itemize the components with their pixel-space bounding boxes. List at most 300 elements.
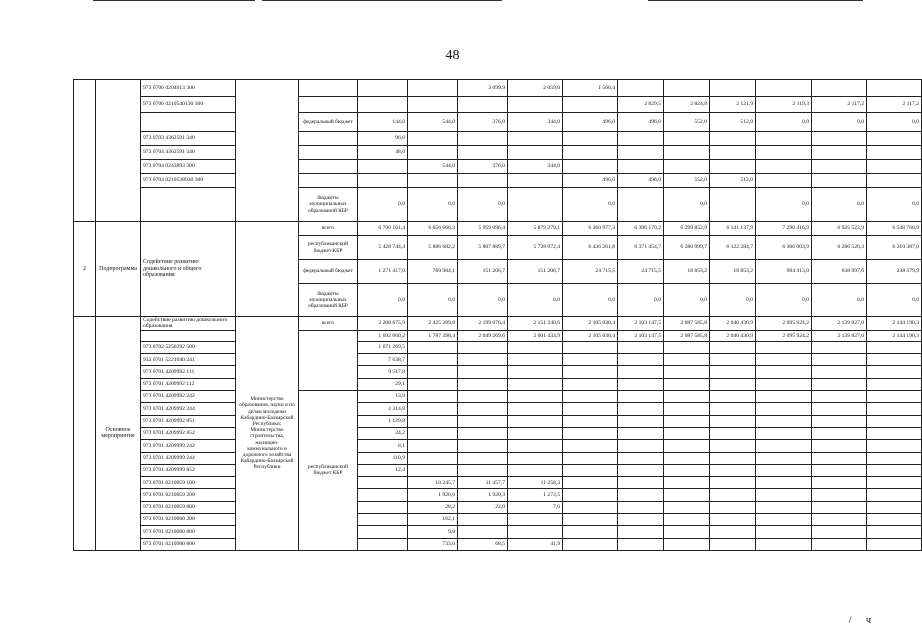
value-cell	[358, 538, 408, 550]
value-cell	[812, 341, 867, 353]
value-cell: 733,6	[408, 538, 458, 550]
value-cell	[867, 501, 922, 513]
value-cell	[618, 160, 664, 174]
value-cell: 0,0	[508, 284, 563, 317]
value-cell	[408, 341, 458, 353]
value-cell	[867, 477, 922, 489]
table-row	[74, 160, 922, 174]
value-cell: 6 310 387,0	[867, 236, 922, 260]
value-cell: 2 040 430,9	[710, 317, 756, 331]
value-cell	[710, 464, 756, 476]
value-cell	[508, 403, 563, 415]
value-cell	[664, 391, 710, 403]
value-cell	[408, 174, 458, 188]
value-cell	[812, 464, 867, 476]
value-cell	[408, 427, 458, 439]
value-cell	[710, 391, 756, 403]
value-cell: 6 306 003,9	[756, 236, 812, 260]
value-cell	[812, 501, 867, 513]
value-cell: 496,0	[618, 174, 664, 188]
value-cell	[867, 452, 922, 464]
main-event-kind: Основное мероприятие	[96, 317, 141, 551]
value-cell: 2 117,2	[867, 96, 922, 113]
main-event-row	[74, 330, 922, 341]
budget-code: 973 0701 0210059 100	[141, 477, 236, 489]
funding-source-empty	[299, 174, 358, 188]
value-cell	[508, 96, 563, 113]
value-cell	[508, 427, 563, 439]
value-cell: 0,0	[812, 284, 867, 317]
value-cell	[812, 452, 867, 464]
value-cell	[867, 146, 922, 160]
value-cell	[710, 440, 756, 452]
value-cell	[812, 378, 867, 390]
value-cell	[408, 146, 458, 160]
value-cell	[710, 403, 756, 415]
value-cell: 1 560,4	[563, 80, 618, 97]
budget-table	[73, 79, 922, 551]
value-cell	[618, 489, 664, 501]
value-cell	[710, 526, 756, 538]
value-cell: 496,0	[563, 174, 618, 188]
value-cell: 496,0	[563, 113, 618, 132]
value-cell: 1 787 398,4	[408, 330, 458, 341]
value-cell	[563, 427, 618, 439]
value-cell	[867, 538, 922, 550]
value-cell: 6 548 766,9	[867, 222, 922, 236]
value-cell	[458, 132, 508, 146]
value-cell: 6 700 161,4	[358, 222, 408, 236]
value-cell	[756, 366, 812, 378]
value-cell	[563, 526, 618, 538]
value-cell	[812, 391, 867, 403]
value-cell	[867, 132, 922, 146]
table-row	[74, 188, 922, 222]
value-cell: 29,1	[358, 378, 408, 390]
value-cell	[756, 501, 812, 513]
value-cell	[408, 378, 458, 390]
value-cell: 2 119,3	[756, 96, 812, 113]
value-cell	[618, 132, 664, 146]
value-cell: 1 129,8	[358, 415, 408, 427]
value-cell	[812, 514, 867, 526]
value-cell: 2 139 827,0	[812, 317, 867, 331]
value-cell: 0,0	[408, 284, 458, 317]
value-cell	[508, 391, 563, 403]
value-cell	[618, 538, 664, 550]
top-border-line-left	[93, 0, 255, 1]
table-row	[74, 113, 922, 132]
value-cell	[812, 403, 867, 415]
table-row	[74, 146, 922, 160]
value-cell: 6 286 526,3	[812, 236, 867, 260]
value-cell	[508, 366, 563, 378]
value-cell	[458, 452, 508, 464]
subprogram-kind: Подпрограмма	[96, 222, 141, 317]
value-cell: 0,0	[563, 188, 618, 222]
value-cell: 2 087 585,8	[664, 330, 710, 341]
budget-code: 973 0701 4209999 242	[141, 440, 236, 452]
value-cell	[458, 146, 508, 160]
value-cell	[867, 341, 922, 353]
value-cell: 110,9	[358, 452, 408, 464]
main-event-row	[74, 514, 922, 526]
value-cell	[508, 440, 563, 452]
value-cell	[508, 354, 563, 366]
value-cell	[618, 440, 664, 452]
value-cell	[618, 378, 664, 390]
value-cell: 2 087 585,8	[664, 317, 710, 331]
value-cell: 22,0	[458, 501, 508, 513]
value-cell	[408, 96, 458, 113]
value-cell	[664, 415, 710, 427]
main-event-row	[74, 415, 922, 427]
value-cell	[508, 526, 563, 538]
value-cell	[408, 80, 458, 97]
value-cell	[618, 403, 664, 415]
value-cell	[756, 440, 812, 452]
budget-code	[141, 188, 236, 222]
value-cell	[618, 452, 664, 464]
funding-source: бюджеты муниципальных образований КБР	[299, 188, 358, 222]
value-cell	[756, 514, 812, 526]
value-cell	[408, 403, 458, 415]
value-cell: 512,0	[710, 174, 756, 188]
value-cell: 344,0	[508, 113, 563, 132]
main-event-row	[74, 391, 922, 403]
value-cell	[508, 452, 563, 464]
value-cell	[358, 174, 408, 188]
value-cell: 512,0	[710, 113, 756, 132]
value-cell	[867, 489, 922, 501]
value-cell: 162,1	[408, 514, 458, 526]
value-cell	[664, 501, 710, 513]
value-cell: 2 095 924,2	[756, 330, 812, 341]
budget-code: 973 0701 0210060 800	[141, 526, 236, 538]
budget-code: 973 0704 4362591 340	[141, 146, 236, 160]
value-cell	[756, 378, 812, 390]
value-cell: 41,9	[508, 538, 563, 550]
value-cell	[664, 132, 710, 146]
value-cell	[563, 489, 618, 501]
funding-source: федеральный бюджет	[299, 113, 358, 132]
value-cell	[618, 354, 664, 366]
value-cell	[756, 341, 812, 353]
value-cell: 151 206,7	[458, 260, 508, 284]
value-cell	[664, 514, 710, 526]
budget-code: 973 0702 5250292 500	[141, 341, 236, 353]
main-event-row	[74, 403, 922, 415]
value-cell	[710, 160, 756, 174]
value-cell: 544,0	[408, 160, 458, 174]
page-number: 48	[445, 48, 460, 63]
value-cell: 2 199 076,4	[458, 317, 508, 331]
value-cell	[618, 391, 664, 403]
value-cell: 6 122 284,7	[710, 236, 756, 260]
value-cell	[458, 514, 508, 526]
value-cell	[664, 452, 710, 464]
value-cell: 0,0	[756, 113, 812, 132]
value-cell	[867, 160, 922, 174]
value-cell	[664, 366, 710, 378]
value-cell	[756, 132, 812, 146]
table-row	[74, 132, 922, 146]
value-cell: 1 273,5	[508, 489, 563, 501]
value-cell	[618, 366, 664, 378]
funding-source-empty	[299, 96, 358, 113]
main-event-row	[74, 538, 922, 550]
value-cell: 68,5	[458, 538, 508, 550]
value-cell	[358, 160, 408, 174]
value-cell: 0,0	[812, 113, 867, 132]
value-cell	[408, 464, 458, 476]
value-cell	[867, 378, 922, 390]
value-cell	[618, 80, 664, 97]
budget-code: 973 0704 0243893 300	[141, 160, 236, 174]
value-cell: 18 853,2	[710, 260, 756, 284]
value-cell: 5 807 889,7	[458, 236, 508, 260]
value-cell: 2 117,2	[812, 96, 867, 113]
value-cell	[710, 489, 756, 501]
value-cell: 24 715,5	[618, 260, 664, 284]
value-cell: 9 517,8	[358, 366, 408, 378]
value-cell	[458, 427, 508, 439]
value-cell: 2 425 289,8	[408, 317, 458, 331]
value-cell	[756, 538, 812, 550]
value-cell	[812, 526, 867, 538]
value-cell: 0,0	[756, 284, 812, 317]
value-cell: 2 314,8	[358, 403, 408, 415]
cell-number	[74, 80, 96, 222]
funding-source-empty	[299, 330, 358, 390]
value-cell	[563, 132, 618, 146]
value-cell	[710, 378, 756, 390]
value-cell	[756, 354, 812, 366]
value-cell: 2 059,0	[508, 80, 563, 97]
value-cell	[508, 514, 563, 526]
value-cell: 5 728 072,4	[508, 236, 563, 260]
value-cell	[618, 427, 664, 439]
value-cell: 552,0	[664, 174, 710, 188]
value-cell	[756, 489, 812, 501]
value-cell: 496,0	[618, 113, 664, 132]
value-cell	[664, 80, 710, 97]
value-cell	[812, 132, 867, 146]
value-cell	[563, 440, 618, 452]
value-cell	[563, 354, 618, 366]
value-cell	[358, 514, 408, 526]
value-cell	[408, 132, 458, 146]
budget-code: 973 0701 0210059 200	[141, 489, 236, 501]
value-cell	[756, 427, 812, 439]
value-cell	[563, 477, 618, 489]
value-cell: 8,1	[358, 440, 408, 452]
value-cell	[812, 160, 867, 174]
funding-source: республиканский бюджет КБР	[299, 236, 358, 260]
value-cell: 6 925 523,9	[812, 222, 867, 236]
value-cell	[563, 96, 618, 113]
value-cell	[618, 514, 664, 526]
value-cell: 0,0	[664, 188, 710, 222]
value-cell	[408, 452, 458, 464]
value-cell	[756, 160, 812, 174]
value-cell	[563, 378, 618, 390]
value-cell	[710, 188, 756, 222]
value-cell	[710, 354, 756, 366]
value-cell	[618, 341, 664, 353]
value-cell	[358, 526, 408, 538]
value-cell: 2 001 433,9	[508, 330, 563, 341]
value-cell: 2 121,9	[710, 96, 756, 113]
value-cell	[812, 440, 867, 452]
value-cell: 0,0	[358, 188, 408, 222]
value-cell	[358, 489, 408, 501]
value-cell	[756, 452, 812, 464]
value-cell: 0,0	[358, 284, 408, 317]
value-cell	[408, 366, 458, 378]
value-cell: 2 144 190,3	[867, 317, 922, 331]
value-cell	[756, 464, 812, 476]
main-event-row	[74, 427, 922, 439]
value-cell: 13,9	[358, 391, 408, 403]
value-cell: 0,0	[664, 284, 710, 317]
value-cell: 9,8	[408, 526, 458, 538]
funding-source: федеральный бюджет	[299, 260, 358, 284]
main-event-total-row	[74, 317, 922, 331]
value-cell	[710, 146, 756, 160]
value-cell: 0,0	[867, 284, 922, 317]
value-cell: 1 920,6	[408, 489, 458, 501]
value-cell	[563, 464, 618, 476]
value-cell	[710, 415, 756, 427]
value-cell	[508, 415, 563, 427]
value-cell	[867, 354, 922, 366]
value-cell	[710, 501, 756, 513]
value-cell: 0,0	[408, 188, 458, 222]
value-cell	[408, 354, 458, 366]
value-cell: 11 457,7	[458, 477, 508, 489]
main-event-row	[74, 464, 922, 476]
value-cell	[618, 464, 664, 476]
value-cell: 6 280 999,7	[664, 236, 710, 260]
value-cell	[756, 477, 812, 489]
value-cell	[563, 391, 618, 403]
budget-code: 973 0701 4209992 112	[141, 378, 236, 390]
table-row	[74, 80, 922, 97]
value-cell: 1 920,3	[458, 489, 508, 501]
value-cell	[563, 538, 618, 550]
budget-code	[141, 330, 236, 341]
funding-source: бюджеты муниципальных образований КБР	[299, 284, 358, 317]
main-event-row	[74, 341, 922, 353]
value-cell	[812, 174, 867, 188]
main-event-row	[74, 501, 922, 513]
value-cell	[812, 538, 867, 550]
value-cell	[458, 391, 508, 403]
budget-code: 932 0701 5221040 241	[141, 354, 236, 366]
value-cell: 544,0	[408, 113, 458, 132]
value-cell: 984 413,0	[756, 260, 812, 284]
value-cell	[812, 489, 867, 501]
value-cell	[563, 160, 618, 174]
value-cell	[867, 80, 922, 97]
main-event-row	[74, 366, 922, 378]
value-cell: 638 997,6	[812, 260, 867, 284]
value-cell	[563, 341, 618, 353]
value-cell	[508, 188, 563, 222]
budget-table-container	[73, 79, 919, 580]
value-cell	[664, 427, 710, 439]
value-cell: 0,0	[756, 188, 812, 222]
funding-source: всего	[299, 317, 358, 331]
value-cell	[458, 464, 508, 476]
value-cell	[664, 403, 710, 415]
value-cell: 5 886 682,2	[408, 236, 458, 260]
budget-code: 973 0704 0210538930 300	[141, 174, 236, 188]
value-cell	[867, 174, 922, 188]
top-border-line-mid	[262, 0, 502, 1]
value-cell: 2 049 269,6	[458, 330, 508, 341]
value-cell	[458, 440, 508, 452]
value-cell	[508, 341, 563, 353]
value-cell	[358, 96, 408, 113]
top-border-line-right	[648, 0, 863, 1]
value-cell	[756, 415, 812, 427]
value-cell	[458, 415, 508, 427]
value-cell: 2 829,5	[618, 96, 664, 113]
value-cell: 7 290 416,9	[756, 222, 812, 236]
value-cell	[358, 80, 408, 97]
value-cell	[664, 477, 710, 489]
value-cell: 5 428 744,4	[358, 236, 408, 260]
value-cell	[710, 514, 756, 526]
funding-source-empty	[299, 80, 358, 97]
value-cell	[812, 427, 867, 439]
main-event-row	[74, 354, 922, 366]
value-cell: 769 984,1	[408, 260, 458, 284]
budget-code: 973 0706 0210540130 300	[141, 96, 236, 113]
value-cell	[664, 526, 710, 538]
value-cell: 6 141 137,9	[710, 222, 756, 236]
value-cell	[563, 403, 618, 415]
value-cell	[710, 538, 756, 550]
value-cell: 3 699,9	[458, 80, 508, 97]
value-cell: 11 258,3	[508, 477, 563, 489]
budget-code: 973 0701 0210060 200	[141, 514, 236, 526]
budget-table-body	[74, 80, 922, 551]
budget-code: 973 0701 0210059 800	[141, 501, 236, 513]
value-cell	[563, 366, 618, 378]
value-cell	[867, 526, 922, 538]
value-cell: 2 095 924,2	[756, 317, 812, 331]
value-cell	[812, 477, 867, 489]
value-cell	[408, 440, 458, 452]
value-cell	[867, 366, 922, 378]
budget-code: 973 0701 4209999 852	[141, 464, 236, 476]
value-cell	[812, 415, 867, 427]
value-cell	[458, 526, 508, 538]
value-cell	[664, 146, 710, 160]
main-event-row	[74, 440, 922, 452]
value-cell	[664, 341, 710, 353]
value-cell: 344,0	[508, 160, 563, 174]
value-cell	[618, 477, 664, 489]
value-cell	[664, 378, 710, 390]
value-cell: 1 271 417,0	[358, 260, 408, 284]
value-cell: 24 715,5	[563, 260, 618, 284]
table-row	[74, 96, 922, 113]
value-cell: 48,0	[358, 146, 408, 160]
